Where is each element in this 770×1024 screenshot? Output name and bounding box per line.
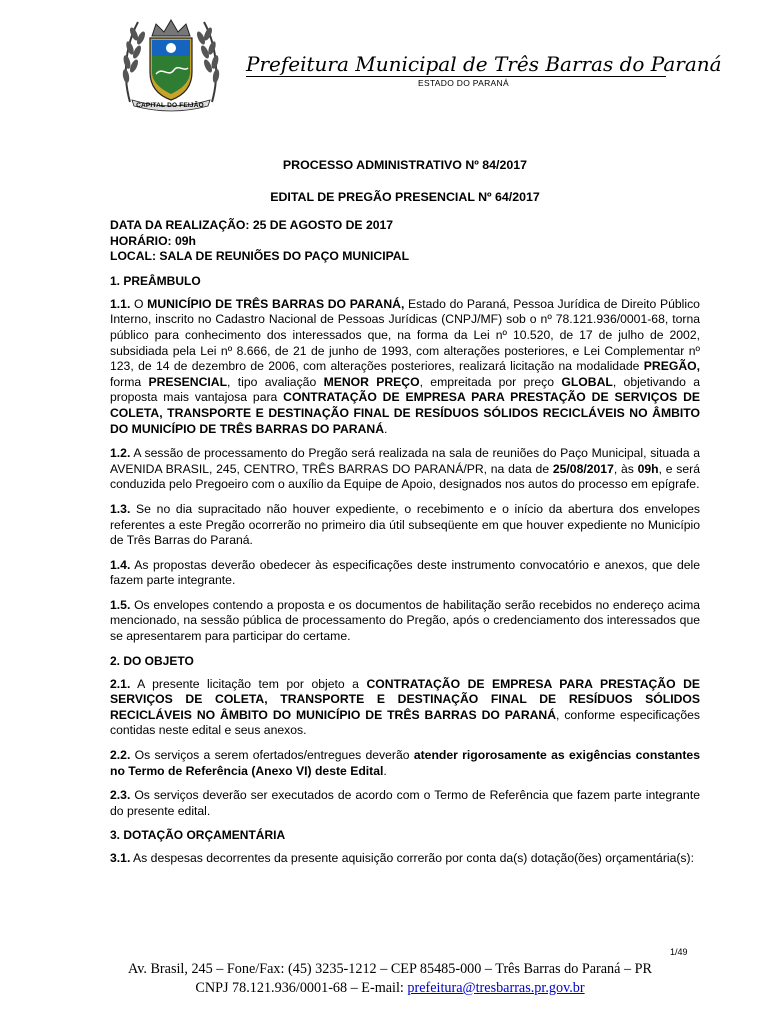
- footer-cnpj: CNPJ 78.121.936/0001-68 – E-mail:: [195, 980, 408, 996]
- footer-address: [70, 960, 710, 998]
- paragraph-3-1: [110, 851, 700, 867]
- text-run: As despesas decorrentes da presente aquisição correrão por conta da(s) dotação(ões) orçamentária(s):: [130, 851, 694, 866]
- section-title-dotacao: 3. DOTAÇÃO ORÇAMENTÁRIA: [110, 828, 286, 843]
- paragraph-2-2: [110, 748, 700, 779]
- letterhead-rule: [246, 76, 666, 77]
- letterhead-subtitle: ESTADO DO PARANÁ: [418, 78, 509, 88]
- clause-number: 3.1.: [110, 851, 131, 866]
- paragraph-2-1: [110, 677, 700, 739]
- text-run: Os serviços a serem ofertados/entregues deverão: [130, 748, 414, 763]
- letterhead-title: Prefeitura Municipal de Três Barras do Paraná: [246, 52, 722, 76]
- crest-caption: CAPITAL DO FEIJÃO: [136, 102, 204, 109]
- document-body: [110, 158, 700, 867]
- text-run-bold: GLOBAL: [561, 374, 613, 389]
- text-run-bold: PRESENCIAL: [148, 374, 228, 389]
- footer-line-address: Av. Brasil, 245 – Fone/Fax: (45) 3235-1212 – CEP 85485-000 – Três Barras do Paraná – PR: [128, 961, 652, 977]
- paragraph-1-3: [110, 502, 700, 549]
- paragraph-1-4: [110, 558, 700, 589]
- clause-number: 2.1.: [110, 676, 131, 691]
- paragraph-2-3: [110, 788, 700, 819]
- doc-title-edital: EDITAL DE PREGÃO PRESENCIAL Nº 64/2017: [270, 190, 540, 204]
- text-run: .: [384, 421, 388, 436]
- clause-number: 1.2.: [110, 446, 131, 461]
- clause-number: 1.1.: [110, 296, 131, 311]
- text-run: .: [383, 763, 387, 778]
- text-run-bold: atender rigorosamente as exigências constantes no Termo de Referência (Anexo VI) deste Edital: [110, 748, 700, 778]
- doc-title-process: PROCESSO ADMINISTRATIVO Nº 84/2017: [282, 158, 528, 172]
- letterhead: [108, 14, 722, 114]
- clause-number: 2.3.: [110, 788, 131, 803]
- text-run: , objetivando a proposta mais vantajosa para: [110, 374, 700, 405]
- clause-number: 1.3.: [110, 501, 131, 516]
- text-run: A sessão de processamento do Pregão será realizada na sala de reuniões do Paço Municipal, situada a AVENIDA BRASIL, 245, CENTRO, TRÊS BARRAS DO PARANÁ/PR, na data de: [110, 446, 700, 476]
- paragraph-1-5: [110, 598, 700, 645]
- text-run-bold: MUNICÍPIO DE TRÊS BARRAS DO PARANÁ,: [147, 296, 405, 311]
- meta-date: DATA DA REALIZAÇÃO: 25 DE AGOSTO DE 2017: [110, 218, 394, 232]
- text-run: Os serviços deverão ser executados de acordo com o Termo de Referência que fazem parte integrante do presente edital.: [110, 788, 700, 818]
- meta-local: LOCAL: SALA DE REUNIÕES DO PAÇO MUNICIPAL: [110, 249, 410, 264]
- text-run: Se no dia supracitado não houver expediente, o recebimento e o início da abertura dos envelopes referentes a este Pregão ocorrerão no primeiro dia útil subseqüente em que houver expediente no Município de Três Barras do Paraná.: [110, 501, 700, 548]
- text-run: , às: [613, 461, 638, 476]
- text-run-bold: PREGÃO,: [643, 359, 700, 374]
- text-run: Os envelopes contendo a proposta e os documentos de habilitação serão recebidos no endereço acima mencionado, na sessão pública de processamento do Pregão, após o credenciamento dos interessados que se apresentarem para participar do certame.: [110, 597, 700, 644]
- clause-number: 1.4.: [110, 557, 131, 572]
- text-run: Estado do Paraná, Pessoa Jurídica de Direito Público Interno, inscrito no Cadastro Nacional de Pessoas Jurídicas (CNPJ/MF) sob o nº 78.121.936/0001-68, torna público para conhecimento dos interessados que, na forma da Lei nº 10.520, de 17 de julho de 2002, subsidiada pela Lei nº 8.666, de 21 de junho de 1993, com alterações posteriores, e Lei Complementar nº 123, de 14 de dezembro de 2006, com alterações posteriores, realizará licitação na modalidade: [110, 296, 700, 374]
- paragraph-1-2: [110, 446, 700, 493]
- text-run-bold: MENOR PREÇO: [323, 374, 420, 389]
- text-run-bold: 09h: [637, 461, 659, 476]
- text-run: , conforme especificações contidas neste edital e seus anexos.: [110, 707, 700, 738]
- text-run: As propostas deverão obedecer às especificações deste instrumento convocatório e anexos, que dele fazem parte integrante.: [110, 557, 700, 588]
- footer-line-contact: [70, 979, 710, 998]
- text-run-bold: CONTRATAÇÃO DE EMPRESA PARA PRESTAÇÃO DE SERVIÇOS DE COLETA, TRANSPORTE E DESTINAÇÃO FINAL DE RESÍDUOS SÓLIDOS RECICLÁVEIS NO ÂMBITO DO MUNICÍPIO DE TRÊS BARRAS DO PARANÁ: [110, 676, 701, 722]
- footer-email-link[interactable]: prefeitura@tresbarras.pr.gov.br: [407, 980, 585, 996]
- clause-number: 1.5.: [110, 597, 131, 612]
- meta-time: HORÁRIO: 09h: [110, 233, 196, 248]
- page-number: 1/49: [670, 947, 688, 957]
- section-title-preambulo: 1. PREÂMBULO: [110, 273, 201, 288]
- text-run-bold: 25/08/2017: [552, 461, 614, 476]
- text-run: O: [130, 296, 148, 311]
- text-run: , tipo avaliação: [227, 374, 324, 389]
- municipal-crest-icon: [108, 14, 236, 114]
- section-title-objeto: 2. DO OBJETO: [110, 653, 194, 668]
- paragraph-1-1: [110, 297, 700, 437]
- text-run: forma: [110, 374, 149, 389]
- text-run: , empreitada por preço: [419, 374, 562, 389]
- text-run-bold: CONTRATAÇÃO DE EMPRESA PARA PRESTAÇÃO DE SERVIÇOS DE COLETA, TRANSPORTE E DESTINAÇÃO FINAL DE RESÍDUOS SÓLIDOS RECICLÁVEIS NO ÂMBITO DO MUNICÍPIO DE TRÊS BARRAS DO PARANÁ: [110, 390, 700, 436]
- clause-number: 2.2.: [110, 748, 131, 763]
- text-run: A presente licitação tem por objeto a: [130, 676, 367, 691]
- text-run: , e será conduzida pelo Pregoeiro com o auxílio da Equipe de Apoio, designados nos autos do processo em epígrafe.: [110, 461, 700, 492]
